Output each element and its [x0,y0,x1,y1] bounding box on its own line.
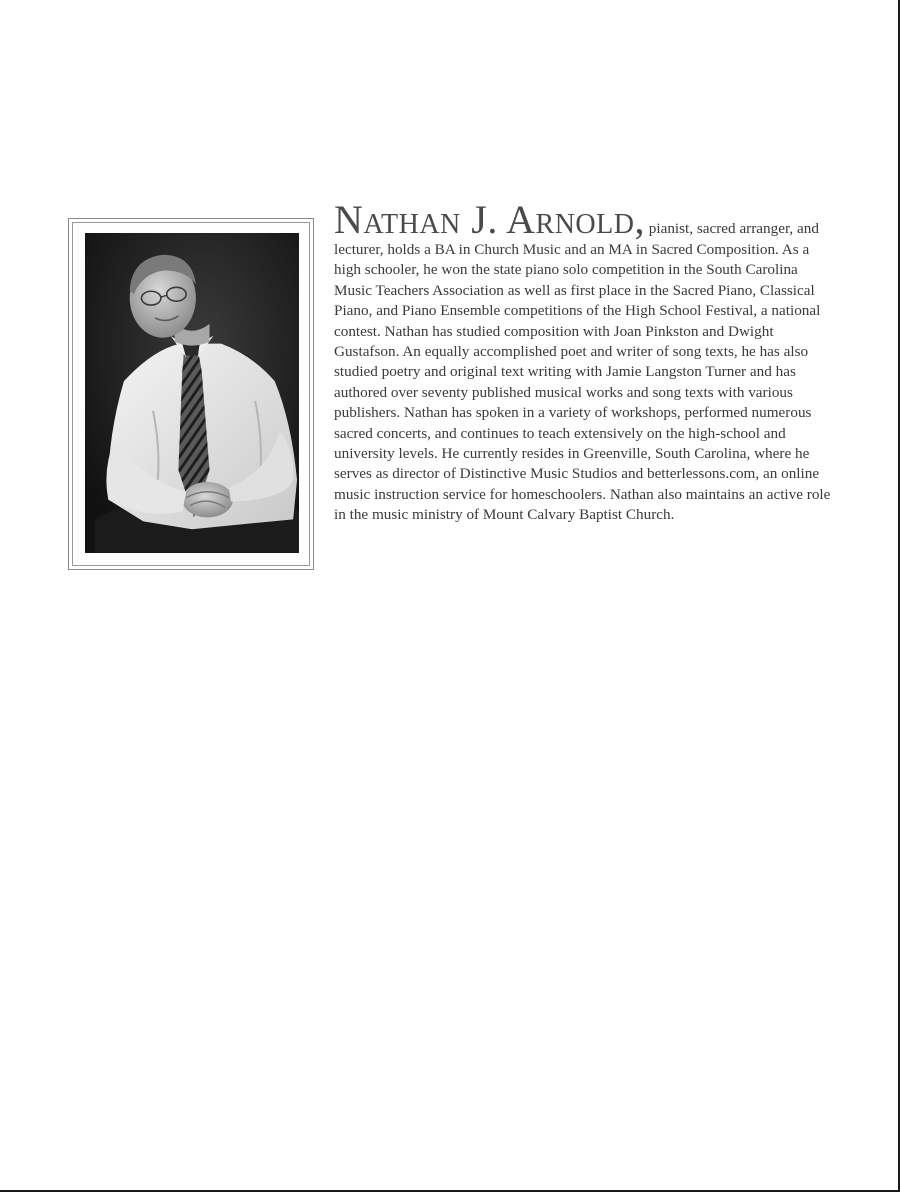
author-name: Nathan J. Arnold, [334,197,645,242]
biography-block [64,197,836,578]
portrait-frame-inner [72,222,310,566]
biography-text: pianist, sacred arranger, and lecturer, holds a BA in Church Music and an MA in Sacred Composition. As a high schooler, he won the state piano solo competition in the South Carolina Music Teachers Association as well as first place in the Sacred Piano, Classical Piano, and Piano Ensemble competitions of the High School Festival, a national contest. Nathan has studied composition with Joan Pinkston and Dwight Gustafson. An equally accomplished poet and writer of song texts, he has also studied poetry and original text writing with Jamie Langston Turner and has authored over seventy published musical works and song texts with various publishers. Nathan has spoken in a variety of workshops, performed numerous sacred concerts, and continues to teach extensively on the high-school and university levels. He currently resides in Greenville, South Carolina, where he serves as director of Distinctive Music Studios and betterlessons.com, an online music instruction service for homeschoolers. Nathan also maintains an active role in the music ministry of Mount Calvary Baptist Church. [334,220,831,524]
portrait-photo [85,233,299,553]
portrait-frame [68,218,314,570]
